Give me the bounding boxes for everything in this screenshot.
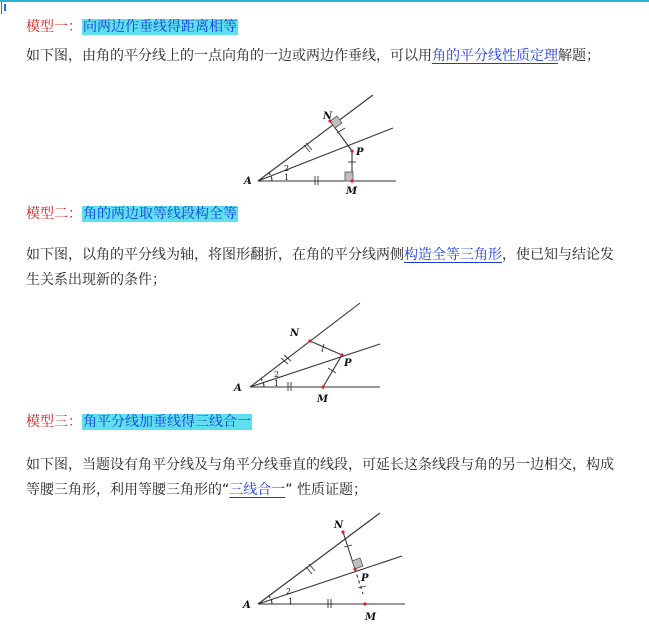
label-M: M — [317, 394, 329, 405]
label-A: A — [234, 383, 242, 394]
model1-figure — [238, 92, 408, 204]
model1-paragraph — [26, 44, 624, 69]
ray-upper — [250, 303, 360, 387]
model2-label: 模型二： — [26, 206, 82, 222]
model1-text-b: 解题； — [558, 48, 600, 64]
label-angle1: 1 — [274, 379, 280, 388]
model3-heading — [26, 413, 252, 431]
point-N-mark — [308, 339, 311, 342]
label-M: M — [346, 186, 358, 197]
model3-figure — [240, 510, 420, 627]
model1-heading — [26, 18, 238, 36]
ray-bisector — [258, 556, 402, 604]
right-angle-P — [352, 558, 363, 569]
model3-paragraph — [26, 453, 624, 503]
model2-text-a: 如下图，以角的平分线为轴，将图形翻折，在角的平分线两侧 — [26, 247, 404, 263]
model1-title: 向两边作垂线得距离相等 — [83, 19, 237, 35]
model3-link[interactable]: 三线合一 — [229, 482, 286, 498]
model2-paragraph — [26, 243, 624, 293]
model1-text-a: 如下图，由角的平分线上的一点向角的一边或两边作垂线，可以用 — [26, 48, 432, 64]
label-A: A — [244, 176, 252, 187]
tick-AN — [306, 567, 312, 574]
label-P: P — [344, 358, 352, 369]
model3-text-a: 如下图，当题设有角平分线及与角平分线垂直的线段，可延长这条线段与角的另一边相交，构成等腰三角形，利用等腰三角形的“ — [26, 457, 614, 498]
point-P-mark — [340, 353, 343, 356]
point-P-mark — [353, 567, 356, 570]
model2-title: 角的两边取等线段构全等 — [83, 206, 237, 222]
label-A: A — [243, 600, 251, 611]
ray-upper — [258, 95, 373, 181]
angle1-arc — [271, 176, 272, 181]
model3-text-b: ” 性质证题； — [285, 482, 367, 498]
ray-bisector — [250, 344, 380, 387]
ray-upper — [258, 513, 380, 604]
tick-PM — [358, 586, 366, 588]
point-M-mark — [350, 179, 353, 182]
label-N: N — [323, 111, 333, 122]
model1-link[interactable]: 角的平分线性质定理 — [432, 48, 558, 64]
label-angle1: 1 — [284, 173, 290, 182]
model1-label: 模型一： — [26, 19, 82, 35]
segment-NP — [310, 341, 342, 355]
label-angle2: 2 — [284, 164, 290, 173]
label-P: P — [356, 147, 364, 158]
model2-heading — [26, 205, 238, 223]
top-border — [0, 0, 649, 2]
label-P: P — [361, 573, 369, 584]
tick-PN — [337, 128, 345, 133]
angle1-arc — [271, 599, 272, 604]
angle1-arc — [263, 382, 264, 387]
model2-figure — [230, 296, 400, 408]
ray-bisector — [258, 128, 393, 181]
label-angle2: 2 — [286, 587, 292, 596]
model2-text-b: ，使已知与结论发生关系出现新的条件； — [26, 247, 614, 288]
model3-title: 角平分线加垂线得三线合一 — [83, 414, 251, 430]
text-cursor-icon — [1, 2, 8, 14]
point-M-mark — [321, 385, 324, 388]
point-M-mark — [363, 602, 366, 605]
label-angle2: 2 — [274, 370, 280, 379]
label-M: M — [365, 612, 377, 623]
label-N: N — [290, 328, 300, 339]
tick-AN-2 — [309, 564, 315, 571]
model3-label: 模型三： — [26, 414, 82, 430]
tick-NP — [322, 344, 324, 352]
label-N: N — [334, 520, 344, 531]
label-angle1: 1 — [288, 597, 294, 606]
model2-link[interactable]: 构造全等三角形 — [404, 247, 502, 263]
point-P-mark — [350, 149, 353, 152]
